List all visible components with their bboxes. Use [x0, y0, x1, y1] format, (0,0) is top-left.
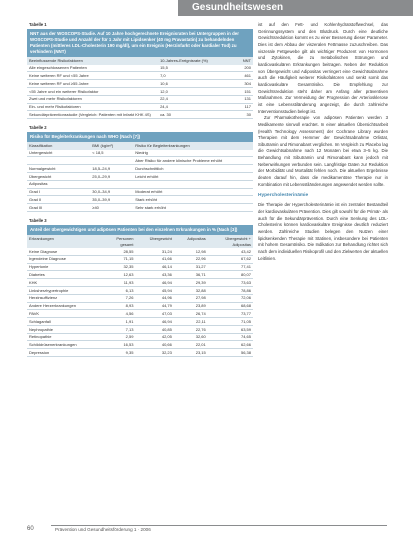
table-cell: Linksherzhypertrophie	[27, 287, 102, 295]
column-header: Risiko für Begleiterkrankungen	[133, 142, 253, 150]
table-2-header-row	[27, 142, 253, 150]
table-cell: 27,98	[174, 294, 208, 302]
header-bar	[178, 0, 413, 16]
table-cell: 32,60	[174, 333, 208, 341]
table-cell: 131	[217, 95, 253, 103]
table-cell	[90, 180, 133, 188]
table-cell: 71,05	[208, 318, 253, 326]
left-column	[27, 22, 253, 357]
table-cell: Grad III	[27, 204, 90, 212]
table-cell: 304	[217, 80, 253, 88]
table-cell: 7,26	[102, 294, 136, 302]
table-cell: 22,4	[158, 95, 217, 103]
table-cell: 47,03	[135, 310, 173, 318]
body-paragraph: Die Therapie der Hypercholesterinämie ist ein zentraler Bestandteil der kardiovaskulären Prävention. Dies gilt sowohl für die Primär- als auch für die Sekundärprävention. Durch eine Senkung des LDL-Cholesterins können kardiovaskuläre Ereignisse deutlich reduziert werden. Zahlreiche Studien belegen den Nutzen einer lipidsenkenden Therapie mit Statinen, insbesondere bei Patienten mit hohem Gesamtrisiko. Die Indikation zur Behandlung richtet sich nach dem individuellen Risikoprofil und den Zielwerten der aktuellen Leitlinien.	[258, 202, 388, 261]
table-cell: 2,59	[102, 333, 136, 341]
table-cell: 9,35	[102, 349, 136, 357]
table-row	[27, 173, 253, 181]
footer-rule	[51, 525, 387, 526]
table-1-heading: NNT aus der WOSCOPS-Studie. Auf 10 Jahre hochgerechnete Ereignisraten bei Untergruppen in der WOSCOPS-Studie und Anzahl der für 1 Jahr mit Lipidsenker (40 mg Pravastatin) zu behandelnden Patienten (mittleres LDL-Cholesterin 190 mg/dl), um ein Ereignis (Herzinfarkt oder kardialer Tod) zu verhindern (NNT)	[27, 29, 253, 57]
table-cell: ≥40	[90, 204, 133, 212]
table-cell: Untergewicht	[27, 150, 90, 157]
column-header: Personen gesamt	[102, 235, 136, 248]
table-cell: 72,06	[208, 294, 253, 302]
table-cell: 22,11	[174, 318, 208, 326]
table-cell: Schilddrüsenerkrankungen	[27, 341, 102, 349]
table-cell: Diabetes	[27, 271, 102, 279]
table-cell: 461	[217, 72, 253, 80]
table-1-header-row	[27, 57, 253, 65]
table-cell: Keine weiteren RF und ≥55 Jahre	[27, 80, 158, 88]
table-row	[27, 294, 253, 302]
table-cell: Herzinsuffizienz	[27, 294, 102, 302]
table-row	[27, 318, 253, 326]
table-cell: 31,27	[174, 263, 208, 271]
table-cell: Leicht erhöht	[133, 173, 253, 181]
table-row	[27, 95, 253, 103]
column-header: BMI (kg/m²)	[90, 142, 133, 150]
table-cell: Grad I	[27, 188, 90, 196]
table-3-heading: Anteil der übergewichtigen und adipösen Patienten bei den einzelnen Erkrankungen in % (Nach [3])	[27, 225, 253, 235]
table-cell: 44,79	[135, 302, 173, 310]
table-cell: 12,63	[102, 271, 136, 279]
table-row	[27, 271, 253, 279]
table-row	[27, 180, 253, 188]
table-cell: 18,5–24,9	[90, 165, 133, 173]
table-cell: Niedrig	[133, 150, 253, 157]
table-1-grid	[27, 57, 253, 119]
table-cell: 78,86	[208, 287, 253, 295]
table-row	[27, 248, 253, 255]
table-cell: 23,15	[174, 349, 208, 357]
table-row	[27, 263, 253, 271]
table-cell: 42,05	[135, 333, 173, 341]
table-cell: Retinopathie	[27, 333, 102, 341]
table-cell: 117	[217, 103, 253, 111]
table-2-label: Tabelle 2	[29, 125, 47, 131]
table-3-header-row	[27, 235, 253, 248]
column-header: Adipositas	[174, 235, 208, 248]
table-cell: 16,53	[102, 341, 136, 349]
table-cell: 10,6	[158, 80, 217, 88]
page-number: 60	[27, 526, 34, 532]
table-cell: 200	[217, 65, 253, 72]
table-cell: PAVK	[27, 310, 102, 318]
table-cell: 23,89	[174, 302, 208, 310]
table-cell: Ein- und mehr Risikofaktoren	[27, 103, 158, 111]
table-cell: 15,5	[158, 65, 217, 72]
table-cell: Keine weiteren RF und <55 Jahre	[27, 72, 158, 80]
table-cell: 62,66	[208, 341, 253, 349]
table-row	[27, 310, 253, 318]
table-cell: 30	[217, 111, 253, 119]
table-cell: 74,65	[208, 333, 253, 341]
table-cell: KHK	[27, 279, 102, 287]
table-cell: 43,42	[208, 248, 253, 255]
table-row	[27, 65, 253, 72]
table-cell: 1,91	[102, 318, 136, 326]
table-cell: 29,39	[174, 279, 208, 287]
table-cell: 80,07	[208, 271, 253, 279]
table-row	[27, 87, 253, 95]
table-cell: 73,63	[208, 279, 253, 287]
right-column	[258, 22, 388, 262]
table-cell: < 18,5	[90, 150, 133, 157]
table-row	[27, 188, 253, 196]
table-cell: ca. 30	[158, 111, 217, 119]
table-row	[27, 255, 253, 263]
table-row	[27, 279, 253, 287]
table-cell: 36,71	[174, 271, 208, 279]
table-cell: Adipositas	[27, 180, 90, 188]
column-header: NNT	[217, 57, 253, 65]
table-cell: Sehr stark erhöht	[133, 204, 253, 212]
table-cell: Aber Risiko für andere klinische Probleme erhöht	[133, 157, 253, 165]
table-cell: 22,96	[174, 255, 208, 263]
table-row	[27, 341, 253, 349]
table-cell: 45,94	[135, 287, 173, 295]
table-cell: 8,93	[102, 302, 136, 310]
section-title: Gesundheitswesen	[192, 2, 284, 13]
table-row	[27, 103, 253, 111]
table-cell: 32,23	[135, 349, 173, 357]
table-cell: Grad II	[27, 196, 90, 204]
table-cell: 40,85	[135, 325, 173, 333]
table-row	[27, 287, 253, 295]
table-cell: 63,59	[208, 325, 253, 333]
table-cell: 6,13	[102, 287, 136, 295]
table-1	[27, 22, 253, 119]
table-cell: 68,68	[208, 302, 253, 310]
table-cell: Keine Diagnose	[27, 248, 102, 255]
table-cell: 73,77	[208, 310, 253, 318]
table-row	[27, 165, 253, 173]
table-cell: Sekundärpräventionsstudie (Vergleich: Patienten mit Infarkt KHK 4S)	[27, 111, 158, 119]
table-row	[27, 196, 253, 204]
section-heading: Hypercholesterinämie	[258, 193, 309, 199]
table-cell: 12,0	[158, 87, 217, 95]
table-row	[27, 150, 253, 157]
table-cell: Depression	[27, 349, 102, 357]
table-cell: 56,38	[208, 349, 253, 357]
body-paragraph: ist auf den Fett- und Kohlenhydratstoffwechsel, das Gerinnungssystem und den Blutdruck. Durch eine deutliche Gewichtsreduktion kommt es zu einer Besserung dieser Parameter. Dies ist dem Abbau der viszeralen Fettmasse zuzuschreiben. Das viszerale Fettgewebe gilt als wichtiger Produzent von Hormonen und Zytokinen, die zu metabolischen Störungen und kardiovaskulären Erkrankungen beitragen. Neben der Reduktion von Übergewicht und Adipositas verringert eine Gewichtsabnahme auch die Häufigkeit weiterer Risikofaktoren und senkt somit das kardiovaskuläre Gesamtrisiko. Die Empfehlung zur Gewichtsreduktion steht daher am Anfang aller präventiven Maßnahmen. Zur Vermeidung der Progression der Arteriosklerose ist eine Lebensstiländerung angezeigt, die durch zahlreiche Interventionsstudien belegt ist.	[258, 22, 388, 114]
table-row	[27, 333, 253, 341]
journal-reference: Prävention und Gesundheitsförderung 1 · 2006	[55, 527, 151, 532]
page-footer	[27, 525, 387, 535]
table-cell: 7,13	[102, 325, 136, 333]
column-header: Klassifikation	[27, 142, 90, 150]
table-cell: 4,56	[102, 310, 136, 318]
table-1-label: Tabelle 1	[29, 22, 47, 27]
column-header: Übergewicht + Adipositas	[208, 235, 253, 248]
table-cell: 35,0–39,9	[90, 196, 133, 204]
table-cell: 11,93	[102, 279, 136, 287]
table-cell: 32,35	[102, 263, 136, 271]
table-cell: Durchschnittlich	[133, 165, 253, 173]
table-cell: Andere Herzerkrankungen	[27, 302, 102, 310]
table-cell: 46,94	[135, 318, 173, 326]
table-cell: 151	[217, 87, 253, 95]
table-row	[27, 349, 253, 357]
table-cell: Alle eingeschlossenen Patienten	[27, 65, 158, 72]
table-cell: 22,01	[174, 341, 208, 349]
table-2-heading: Risiko für Begleiterkrankungen nach WHO (Nach [7])	[27, 132, 253, 142]
table-2	[27, 125, 253, 212]
table-cell: Nephropathie	[27, 325, 102, 333]
table-cell: Stark erhöht	[133, 196, 253, 204]
table-row	[27, 325, 253, 333]
table-row	[27, 157, 253, 165]
table-cell: 30,0–34,9	[90, 188, 133, 196]
table-cell: <55 Jahre und ein weiterer Risikofaktor	[27, 87, 158, 95]
table-cell: 25,0–29,9	[90, 173, 133, 181]
table-cell: 71,15	[102, 255, 136, 263]
table-cell: 67,62	[208, 255, 253, 263]
table-row	[27, 80, 253, 88]
table-cell: 43,36	[135, 271, 173, 279]
table-cell: 7,0	[158, 72, 217, 80]
table-cell: 24,4	[158, 103, 217, 111]
table-cell	[27, 157, 90, 165]
table-cell: Zwei und mehr Risikofaktoren	[27, 95, 158, 103]
table-cell: 32,88	[174, 287, 208, 295]
table-cell	[90, 157, 133, 165]
body-paragraph: Zur Pharmakotherapie von adipösen Patienten werden 3 Medikamente sinnvoll erachtet. In einer aktuellen Übersichtsarbeit (Health Technology Assessment) der Cochrane Library wurden Therapien mit dem Hemmer der Gewichtsabnahme Orlistat, Sibutramin und Rimonabant verglichen. Im Vergleich zu Placebo lag die Gewichtsabnahme nach 12 Monaten bei etwa 3–5 kg. Die Behandlung mit Sibutramin und Rimonabant kann jedoch mit Nebenwirkungen verbunden sein. Langfristige Daten zur Reduktion der Morbidität und Mortalität fehlen noch. Die aktuellen Ergebnisse deuten darauf hin, dass die medikamentöse Therapie nur in Kombination mit Lebensstiländerungen angewendet werden sollte.	[258, 115, 388, 187]
table-cell: Irgendeine Diagnose	[27, 255, 102, 263]
table-cell: 22,76	[174, 325, 208, 333]
column-header: 10-Jahres-Ereignisrate (%)	[158, 57, 217, 65]
table-cell: 31,24	[135, 248, 173, 255]
table-cell: 28,55	[102, 248, 136, 255]
table-cell: Schlaganfall	[27, 318, 102, 326]
table-2-grid	[27, 142, 253, 212]
table-cell: Hypertonie	[27, 263, 102, 271]
table-3	[27, 218, 253, 357]
column-header: Erkrankungen	[27, 235, 102, 248]
table-cell	[133, 180, 253, 188]
table-cell: 46,14	[135, 263, 173, 271]
table-row	[27, 204, 253, 212]
table-cell: 77,41	[208, 263, 253, 271]
table-cell: 46,94	[135, 279, 173, 287]
table-3-label: Tabelle 3	[29, 217, 47, 223]
column-header: Beeinflussende Risikofaktoren	[27, 57, 158, 65]
table-cell: Übergewicht	[27, 173, 90, 181]
table-cell: 44,96	[135, 294, 173, 302]
table-cell: 40,66	[135, 341, 173, 349]
table-cell: 12,98	[174, 248, 208, 255]
table-3-grid	[27, 235, 253, 357]
table-row	[27, 72, 253, 80]
table-row	[27, 111, 253, 119]
table-cell: Normalgewicht	[27, 165, 90, 173]
table-cell: Moderat erhöht	[133, 188, 253, 196]
column-header: Übergewicht	[135, 235, 173, 248]
table-cell: 26,74	[174, 310, 208, 318]
table-cell: 41,66	[135, 255, 173, 263]
table-row	[27, 302, 253, 310]
